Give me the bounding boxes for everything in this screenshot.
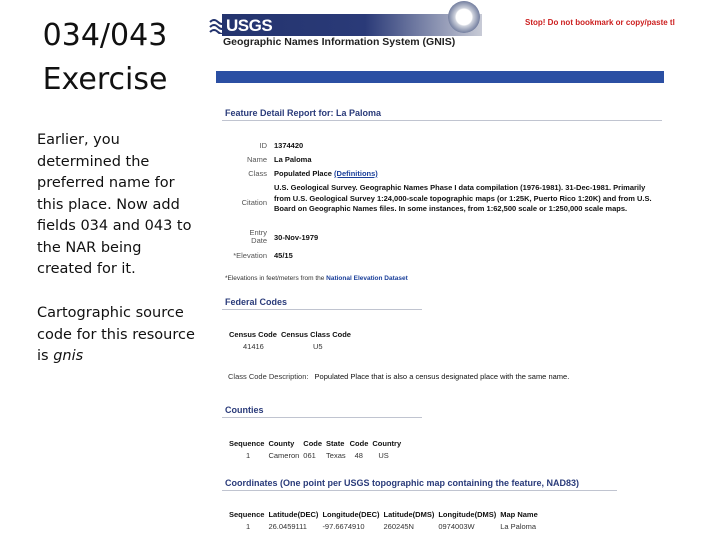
class-label: Class <box>248 169 267 178</box>
coordinates-table <box>229 508 542 532</box>
column-header: Census Code <box>229 329 277 339</box>
source-code-note <box>37 303 197 368</box>
instructions-text: Earlier, you determined the preferred name for this place. Now add fields 034 and 043 to the NAR being created for it. <box>37 132 192 277</box>
column-header: Longitude(DMS) <box>438 509 497 519</box>
usgs-logo[interactable]: USGS <box>226 16 273 35</box>
citation-label: Citation <box>241 198 267 207</box>
column-header: Country <box>372 438 402 448</box>
bookmark-warning: Stop! Do not bookmark or copy/paste tl <box>525 18 675 27</box>
federal-codes-table <box>229 328 355 352</box>
table-cell: 1 <box>246 521 251 531</box>
table-cell: 26.0459111 <box>268 521 307 531</box>
counties-heading: Counties <box>225 405 264 415</box>
table-cell: 48 <box>354 450 363 460</box>
id-label: ID <box>259 141 267 150</box>
counties-table <box>229 437 405 461</box>
column-header: Map Name <box>500 509 538 519</box>
divider <box>222 120 662 121</box>
gnis-system-title: Geographic Names Information System (GNIS) <box>223 36 456 48</box>
class-desc-label: Class Code Description: <box>228 372 309 381</box>
interior-seal-icon <box>448 1 480 33</box>
source-code-note-text: Cartographic source code for this resource is <box>37 305 195 364</box>
table-cell: Cameron <box>268 450 300 460</box>
usgs-wave-icon <box>208 18 228 34</box>
column-header: Latitude(DEC) <box>268 509 319 519</box>
entry-date-value: 30-Nov-1979 <box>274 233 319 242</box>
entry-label-line2: Date <box>251 236 267 245</box>
elevation-note-text: *Elevations in feet/meters from the <box>225 275 327 282</box>
elevation-label: *Elevation <box>233 251 267 260</box>
table-header-row <box>229 508 542 520</box>
class-code-description <box>228 372 569 381</box>
federal-codes-heading: Federal Codes <box>225 297 288 307</box>
entry-date-label <box>222 229 267 245</box>
source-code-value: gnis <box>53 348 84 364</box>
column-header: County <box>268 438 295 448</box>
table-cell: 0974003W <box>438 521 475 531</box>
id-value: 1374420 <box>274 141 304 150</box>
column-header: State <box>326 438 345 448</box>
table-cell: US <box>378 450 389 460</box>
table-row <box>229 449 405 461</box>
table-cell: 1 <box>246 450 251 460</box>
table-cell: U5 <box>312 341 323 351</box>
elevation-value: 45/15 <box>274 251 293 260</box>
table-cell: 41416 <box>243 341 264 351</box>
table-cell: Texas <box>326 450 346 460</box>
table-cell: -97.6674910 <box>322 521 365 531</box>
elevation-note <box>225 275 408 282</box>
table-cell: La Paloma <box>500 521 537 531</box>
column-header: Code <box>349 438 369 448</box>
column-header: Census Class Code <box>280 329 351 339</box>
column-header: Code <box>303 438 323 448</box>
table-header-row <box>229 437 405 449</box>
header-band <box>216 71 664 83</box>
column-header: Sequence <box>229 438 265 448</box>
column-header: Latitude(DMS) <box>383 509 435 519</box>
table-cell: 260245N <box>383 521 414 531</box>
divider <box>222 490 617 491</box>
report-title: Feature Detail Report for: La Paloma <box>225 108 382 118</box>
divider <box>222 417 422 418</box>
table-cell: 061 <box>303 450 316 460</box>
table-row <box>229 520 542 532</box>
table-row <box>229 340 355 352</box>
class-desc-value: Populated Place that is also a census designated place with the same name. <box>314 372 570 381</box>
name-value: La Paloma <box>274 155 312 164</box>
coordinates-heading: Coordinates (One point per USGS topographic map containing the feature, NAD83) <box>225 478 580 488</box>
entry-label-line1: Entry <box>249 228 267 237</box>
column-header: Longitude(DEC) <box>322 509 380 519</box>
divider <box>222 309 422 310</box>
column-header: Sequence <box>229 509 265 519</box>
citation-value: U.S. Geological Survey. Geographic Names Phase I data compilation (1976-1981). 31-Dec-1981. Primarily from U.S. Geological Survey 1:24,000-scale topographic maps (or 1:25K, Puerto Rico 1:20K) and from U.S. Board on Geographic Names files. In some instances, from 1:62,500 scale or 1:250,000 scale maps. <box>274 183 652 213</box>
table-header-row <box>229 328 355 340</box>
class-value <box>274 169 378 178</box>
slide-title: 034/043 Exercise <box>42 18 168 97</box>
name-label: Name <box>246 155 267 164</box>
definitions-link[interactable]: (Definitions) <box>334 169 378 178</box>
class-value-text: Populated Place <box>274 169 332 178</box>
ned-link[interactable]: National Elevation Dataset <box>326 275 408 282</box>
